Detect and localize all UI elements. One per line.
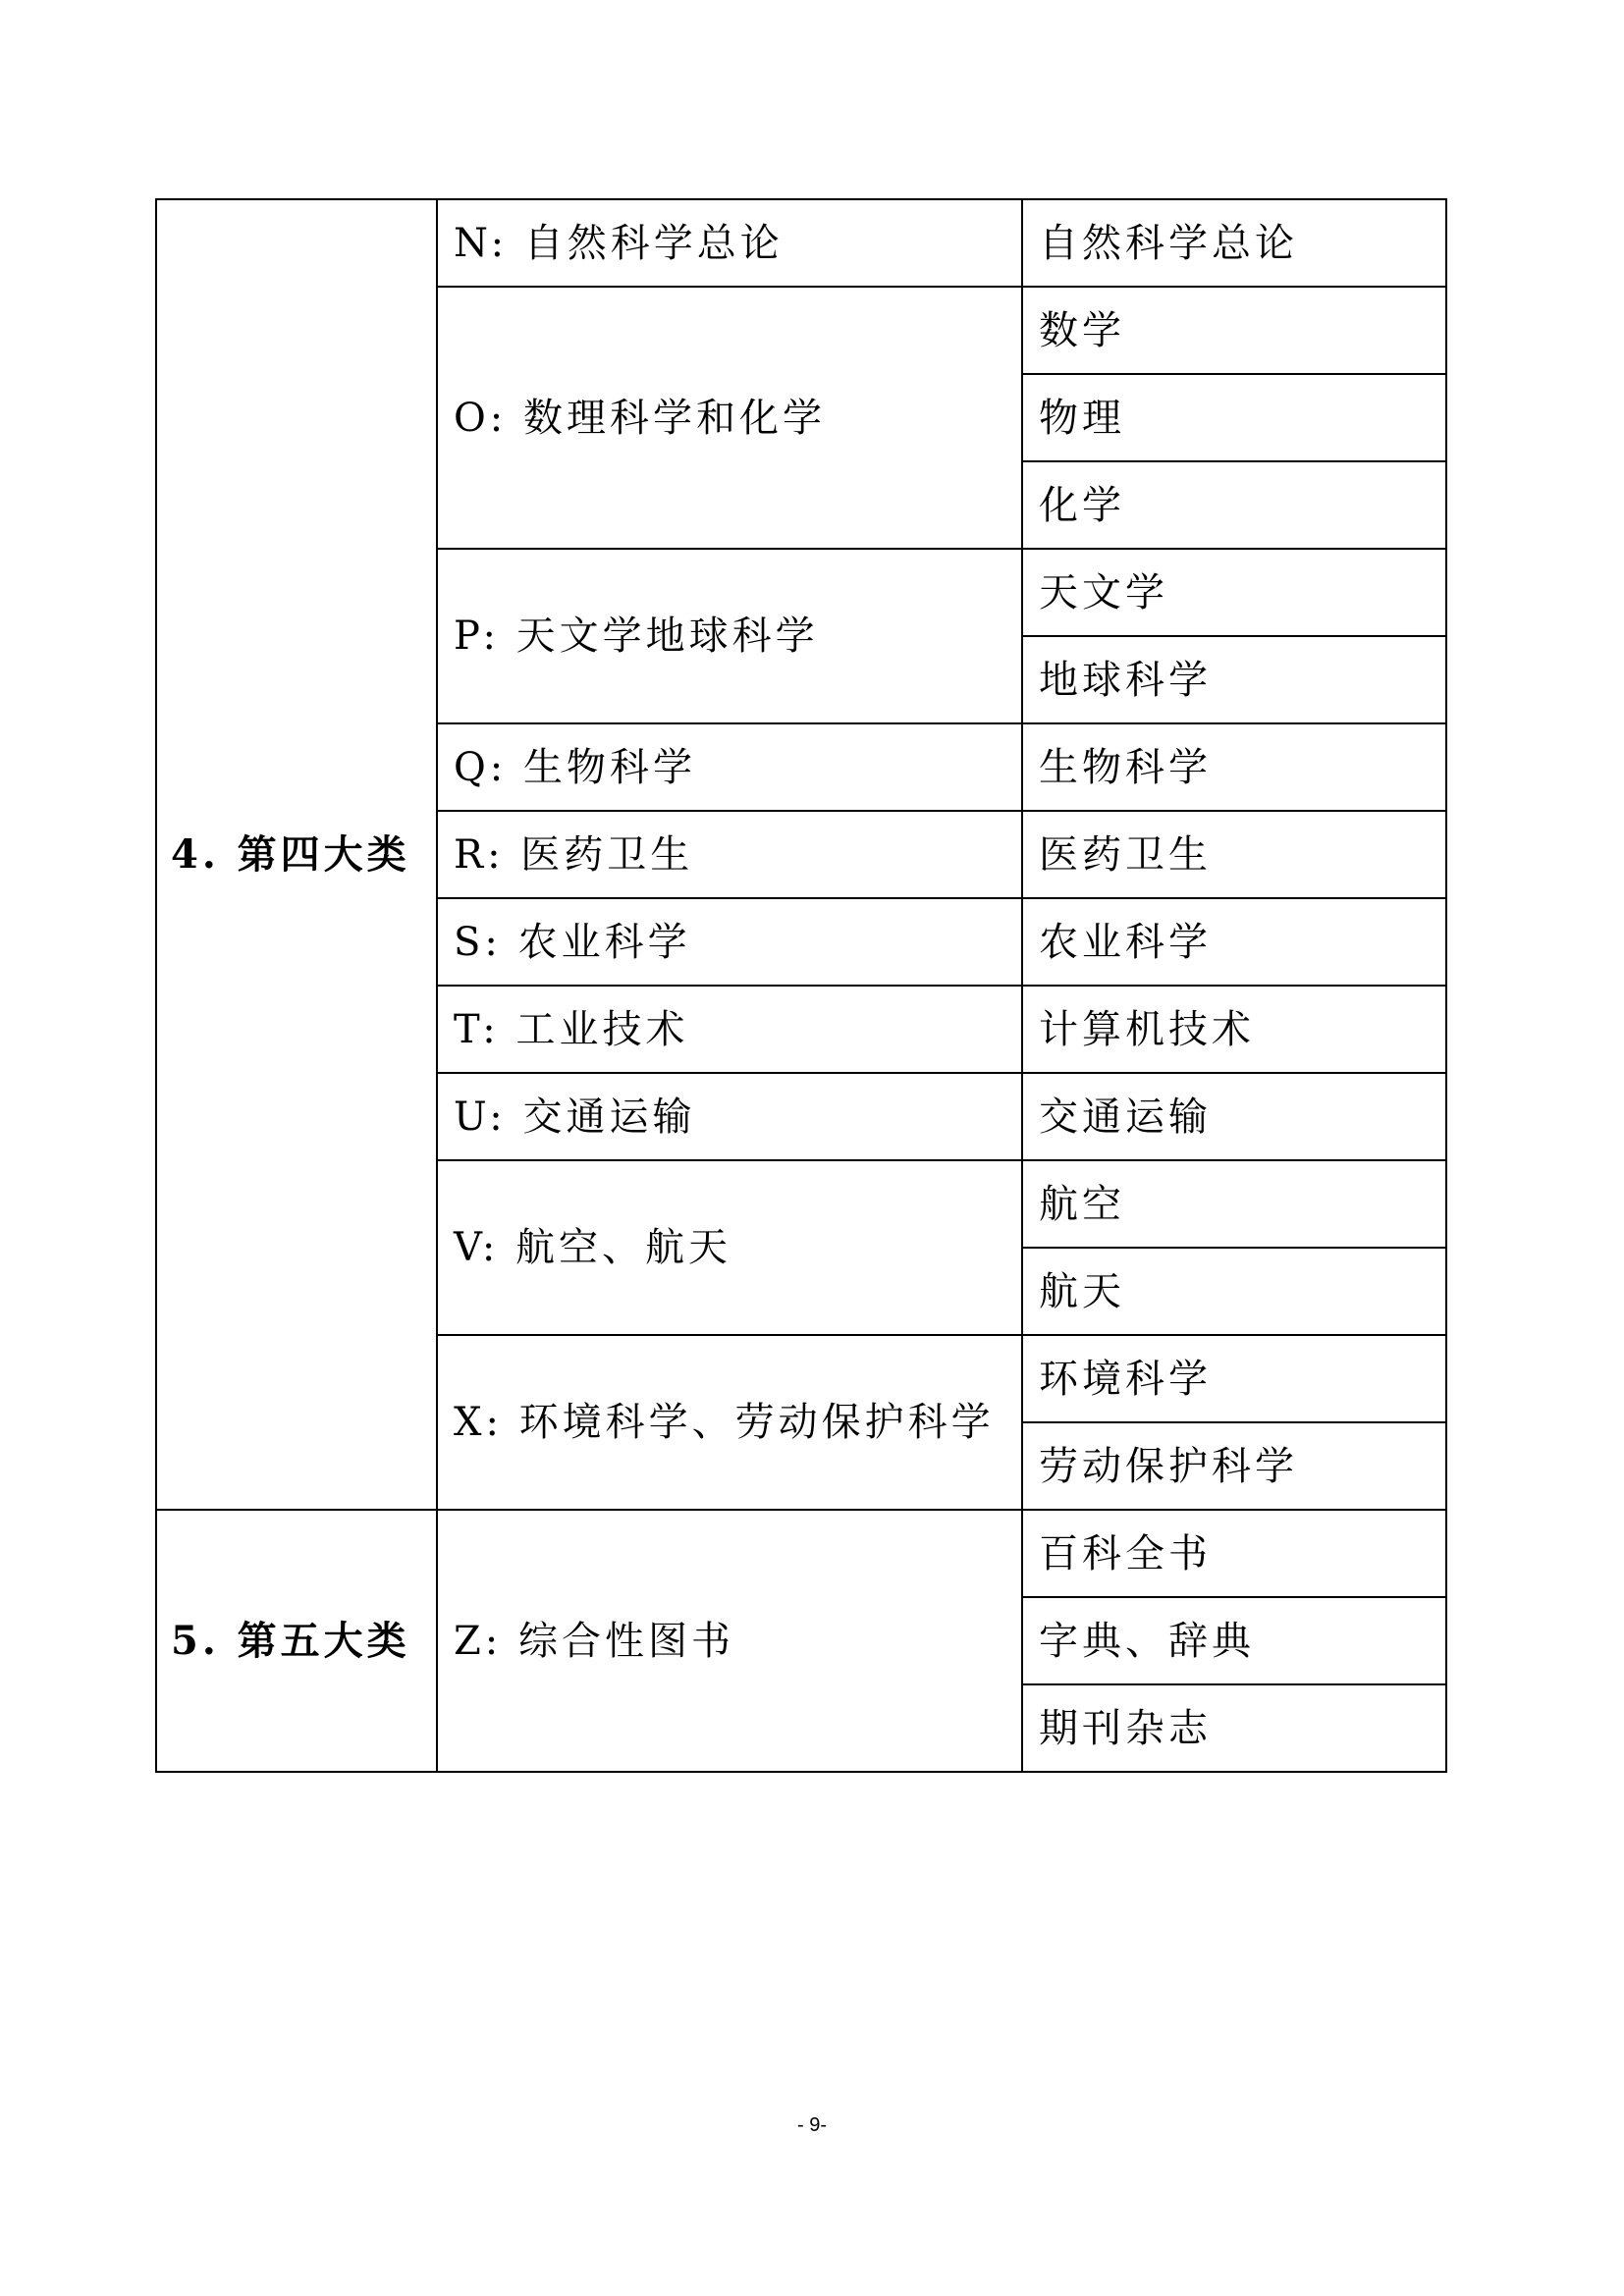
subject-item: 地球科学 <box>1022 636 1446 723</box>
subject-item: 农业科学 <box>1022 898 1446 986</box>
subject-code-q: Q: 生物科学 <box>437 723 1022 811</box>
subject-item: 百科全书 <box>1022 1510 1446 1597</box>
subject-item: 物理 <box>1022 374 1446 461</box>
classification-table <box>155 198 1447 1773</box>
subject-code-u: U: 交通运输 <box>437 1073 1022 1160</box>
subject-code-p: P: 天文学地球科学 <box>437 549 1022 723</box>
subject-code-r: R: 医药卫生 <box>437 811 1022 898</box>
subject-item: 自然科学总论 <box>1022 199 1446 287</box>
subject-item: 计算机技术 <box>1022 986 1446 1073</box>
table-row <box>156 1510 1446 1597</box>
subject-item: 期刊杂志 <box>1022 1684 1446 1772</box>
subject-item: 航空 <box>1022 1160 1446 1248</box>
subject-code-t: T: 工业技术 <box>437 986 1022 1073</box>
subject-item: 化学 <box>1022 461 1446 549</box>
subject-item: 生物科学 <box>1022 723 1446 811</box>
subject-code-z: Z: 综合性图书 <box>437 1510 1022 1772</box>
subject-item: 交通运输 <box>1022 1073 1446 1160</box>
subject-code-o: O: 数理科学和化学 <box>437 287 1022 549</box>
table-row <box>156 199 1446 287</box>
subject-item: 劳动保护科学 <box>1022 1422 1446 1510</box>
subject-item: 环境科学 <box>1022 1335 1446 1422</box>
subject-code-x: X: 环境科学、劳动保护科学 <box>437 1335 1022 1510</box>
subject-item: 天文学 <box>1022 549 1446 636</box>
subject-item: 字典、辞典 <box>1022 1597 1446 1684</box>
subject-code-n: N: 自然科学总论 <box>437 199 1022 287</box>
major-category-4: 4. 第四大类 <box>156 199 437 1510</box>
page-number: - 9- <box>797 2114 827 2136</box>
subject-code-s: S: 农业科学 <box>437 898 1022 986</box>
major-category-5: 5. 第五大类 <box>156 1510 437 1772</box>
subject-item: 医药卫生 <box>1022 811 1446 898</box>
subject-code-v: V: 航空、航天 <box>437 1160 1022 1335</box>
subject-item: 数学 <box>1022 287 1446 374</box>
subject-item: 航天 <box>1022 1248 1446 1335</box>
